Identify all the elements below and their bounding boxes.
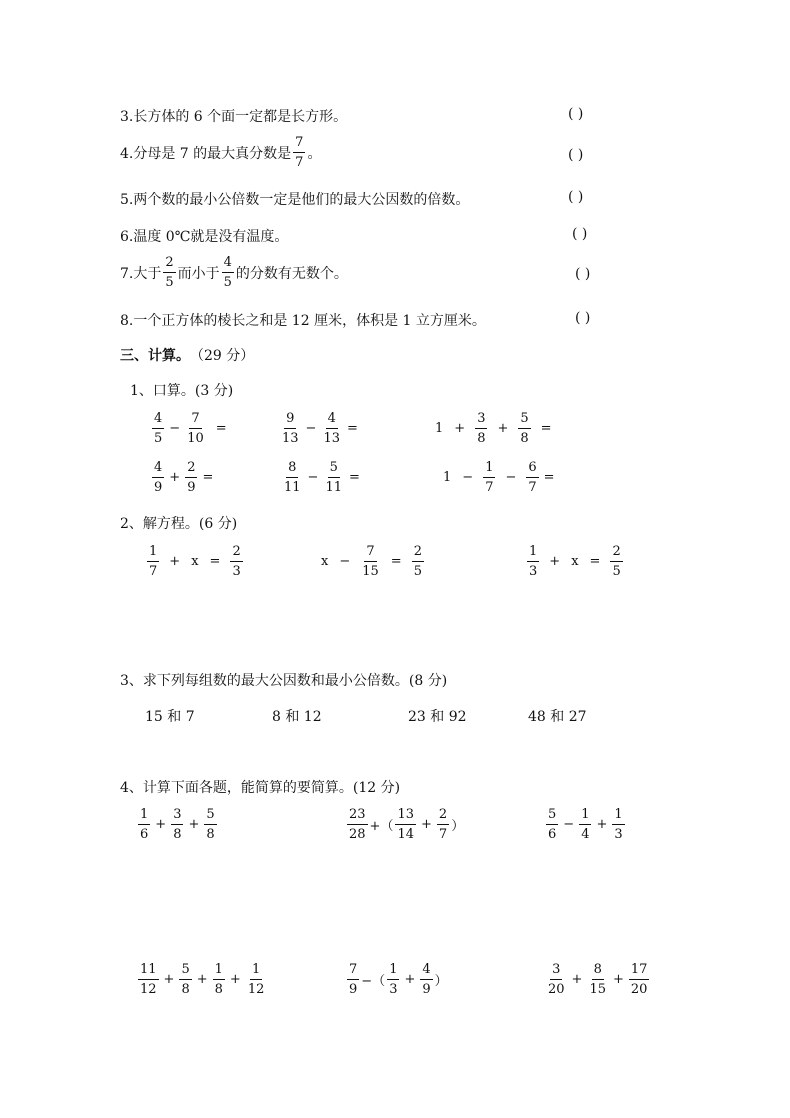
operator: + bbox=[169, 554, 181, 569]
judge-text: 而小于 bbox=[177, 265, 220, 282]
numerator: 17 bbox=[629, 963, 650, 980]
denominator: 8 bbox=[214, 982, 223, 997]
operator: − bbox=[563, 817, 575, 832]
equals-sign: = bbox=[347, 421, 358, 436]
variable: x bbox=[321, 554, 329, 569]
fraction bbox=[163, 256, 175, 289]
equals-sign: = bbox=[215, 421, 227, 436]
denominator: 13 bbox=[282, 431, 299, 446]
judge-item-7 bbox=[120, 256, 348, 289]
fraction bbox=[138, 808, 150, 841]
numerator: 1 bbox=[387, 963, 399, 980]
fraction bbox=[213, 963, 225, 996]
numerator: 2 bbox=[412, 545, 424, 562]
operator: + bbox=[613, 972, 624, 987]
section-score: （29 分） bbox=[190, 348, 255, 364]
denominator: 14 bbox=[397, 827, 414, 842]
fraction bbox=[347, 963, 359, 996]
fraction bbox=[518, 412, 530, 445]
fraction bbox=[629, 963, 650, 996]
numerator: 5 bbox=[518, 412, 530, 429]
denominator: 13 bbox=[323, 431, 340, 446]
equals-sign: = bbox=[390, 554, 402, 569]
denominator: 5 bbox=[154, 431, 163, 446]
operator: − bbox=[169, 421, 181, 436]
denominator: 15 bbox=[589, 982, 606, 997]
equals-sign: = bbox=[540, 421, 552, 436]
numerator: 5 bbox=[179, 963, 191, 980]
variable: x bbox=[571, 554, 579, 569]
number: 1 bbox=[443, 470, 452, 485]
denominator: 12 bbox=[247, 982, 265, 997]
denominator: 9 bbox=[422, 982, 431, 997]
fraction bbox=[527, 545, 539, 578]
fraction bbox=[222, 256, 234, 289]
numerator: 1 bbox=[147, 545, 159, 562]
denominator: 8 bbox=[520, 431, 529, 446]
expression-1e bbox=[280, 461, 363, 494]
fraction bbox=[152, 461, 164, 494]
denominator: 7 bbox=[528, 480, 537, 495]
operator: + bbox=[596, 817, 608, 832]
problem-4-6 bbox=[544, 963, 651, 996]
operator: − bbox=[462, 470, 474, 485]
denominator: 5 bbox=[413, 564, 422, 579]
numerator: 8 bbox=[286, 461, 298, 478]
problem-4-1 bbox=[136, 808, 219, 841]
numerator: 1 bbox=[138, 808, 150, 825]
q1-title: 1、口算。(3 分) bbox=[130, 383, 234, 399]
operator-paren: +（ bbox=[369, 819, 394, 834]
fraction bbox=[526, 461, 538, 494]
section-title bbox=[120, 345, 254, 365]
equals-sign: = bbox=[543, 470, 555, 485]
denominator: 11 bbox=[284, 480, 301, 495]
numerator: 3 bbox=[550, 963, 562, 980]
judge-text: 的分数有无数个。 bbox=[235, 265, 348, 282]
fraction bbox=[230, 545, 242, 578]
judge-text: 8.一个正方体的棱长之和是 12 厘米，体积是 1 立方厘米。 bbox=[120, 313, 486, 329]
numerator: 4 bbox=[326, 412, 338, 429]
numerator: 5 bbox=[328, 461, 340, 478]
answer-paren: ( ) bbox=[568, 189, 584, 205]
numerator: 23 bbox=[347, 808, 368, 825]
denominator: 7 bbox=[295, 155, 304, 170]
fraction bbox=[138, 963, 159, 996]
denominator: 5 bbox=[612, 564, 621, 579]
fraction bbox=[387, 963, 399, 996]
section-heading: 三、计算。 bbox=[120, 348, 190, 364]
numerator: 1 bbox=[213, 963, 225, 980]
equals-sign: = bbox=[202, 470, 214, 485]
fraction bbox=[323, 461, 344, 494]
fraction bbox=[152, 412, 164, 445]
q2-title: 2、解方程。(6 分) bbox=[120, 516, 238, 532]
judge-text: 5.两个数的最小公倍数一定是他们的最大公因数的倍数。 bbox=[120, 192, 470, 208]
numerator: 2 bbox=[163, 256, 175, 273]
denominator: 8 bbox=[477, 431, 486, 446]
numerator: 8 bbox=[592, 963, 604, 980]
judge-item-3 bbox=[120, 106, 347, 126]
number-pair: 48 和 27 bbox=[528, 709, 587, 725]
number-pair: 15 和 7 bbox=[145, 709, 195, 725]
denominator: 6 bbox=[140, 827, 149, 842]
q3-title: 3、求下列每组数的最大公因数和最小公倍数。(8 分) bbox=[120, 673, 448, 689]
fraction bbox=[610, 545, 622, 578]
numerator: 4 bbox=[152, 412, 164, 429]
close-paren: ） bbox=[434, 974, 448, 989]
numerator: 7 bbox=[347, 963, 359, 980]
denominator: 10 bbox=[187, 431, 204, 446]
numerator: 4 bbox=[222, 256, 234, 273]
denominator: 8 bbox=[206, 827, 215, 842]
answer-paren: ( ) bbox=[568, 106, 584, 122]
fraction bbox=[612, 808, 624, 841]
fraction bbox=[147, 545, 159, 578]
fraction bbox=[546, 808, 558, 841]
fraction bbox=[204, 808, 216, 841]
denominator: 9 bbox=[154, 480, 163, 495]
numerator: 2 bbox=[185, 461, 197, 478]
q4-title: 4、计算下面各题，能简算的要简算。(12 分) bbox=[120, 780, 401, 796]
fraction bbox=[282, 461, 303, 494]
judge-item-6 bbox=[120, 226, 288, 246]
numerator: 5 bbox=[546, 808, 558, 825]
expression-1a bbox=[150, 412, 235, 445]
numerator: 1 bbox=[527, 545, 539, 562]
equals-sign: = bbox=[349, 470, 360, 485]
answer-paren: ( ) bbox=[572, 226, 588, 242]
operator: + bbox=[454, 421, 466, 436]
number-pair: 8 和 12 bbox=[272, 709, 322, 725]
numerator: 1 bbox=[579, 808, 591, 825]
denominator: 7 bbox=[485, 480, 494, 495]
judge-text: 4.分母是 7 的最大真分数是 bbox=[120, 145, 292, 162]
denominator: 5 bbox=[165, 275, 174, 290]
denominator: 3 bbox=[614, 827, 623, 842]
fraction bbox=[475, 412, 487, 445]
denominator: 7 bbox=[149, 564, 158, 579]
denominator: 5 bbox=[223, 275, 232, 290]
denominator: 11 bbox=[325, 480, 342, 495]
operator: + bbox=[229, 972, 241, 987]
operator: − bbox=[305, 421, 317, 436]
expression-1d bbox=[150, 461, 216, 494]
numerator: 6 bbox=[526, 461, 538, 478]
equals-sign: = bbox=[589, 554, 601, 569]
equation-3 bbox=[525, 545, 625, 578]
fraction bbox=[360, 545, 381, 578]
fraction bbox=[579, 808, 591, 841]
numerator: 2 bbox=[230, 545, 242, 562]
numerator: 13 bbox=[395, 808, 416, 825]
numerator: 5 bbox=[204, 808, 216, 825]
numerator: 7 bbox=[364, 545, 376, 562]
numerator: 1 bbox=[483, 461, 495, 478]
numerator: 4 bbox=[420, 963, 432, 980]
fraction bbox=[420, 963, 432, 996]
judge-item-4 bbox=[120, 136, 321, 169]
fraction bbox=[171, 808, 183, 841]
denominator: 3 bbox=[529, 564, 538, 579]
expression-1c bbox=[432, 412, 560, 445]
denominator: 9 bbox=[187, 480, 196, 495]
denominator: 9 bbox=[349, 982, 358, 997]
operator: + bbox=[404, 972, 416, 987]
denominator: 3 bbox=[389, 982, 398, 997]
equation-2 bbox=[318, 545, 426, 578]
fraction bbox=[179, 963, 191, 996]
operator: − bbox=[505, 470, 517, 485]
close-paren: ） bbox=[451, 819, 465, 834]
numerator: 9 bbox=[284, 412, 296, 429]
denominator: 12 bbox=[140, 982, 157, 997]
expression-1b bbox=[278, 412, 361, 445]
numerator: 2 bbox=[610, 545, 622, 562]
judge-text: 3.长方体的 6 个面一定都是长方形。 bbox=[120, 109, 348, 125]
variable: x bbox=[191, 554, 199, 569]
numerator: 7 bbox=[293, 136, 305, 153]
numerator: 3 bbox=[171, 808, 183, 825]
numerator: 1 bbox=[612, 808, 624, 825]
denominator: 7 bbox=[438, 827, 448, 842]
numerator: 11 bbox=[138, 963, 159, 980]
operator: + bbox=[497, 421, 509, 436]
operator: − bbox=[307, 470, 319, 485]
fraction bbox=[280, 412, 301, 445]
number-pair: 23 和 92 bbox=[408, 709, 467, 725]
operator: + bbox=[188, 817, 200, 832]
operator: + bbox=[155, 817, 167, 832]
number: 1 bbox=[435, 421, 444, 436]
denominator: 20 bbox=[630, 982, 648, 997]
denominator: 3 bbox=[232, 564, 241, 579]
operator-paren: −（ bbox=[361, 974, 386, 989]
operator: + bbox=[571, 972, 583, 987]
operator: + bbox=[549, 554, 561, 569]
expression-1f bbox=[440, 461, 558, 494]
equation-1 bbox=[145, 545, 245, 578]
denominator: 28 bbox=[349, 827, 366, 842]
denominator: 8 bbox=[173, 827, 182, 842]
answer-paren: ( ) bbox=[568, 147, 584, 163]
fraction bbox=[546, 963, 567, 996]
fraction bbox=[437, 808, 449, 841]
operator: + bbox=[163, 972, 175, 987]
fraction bbox=[347, 808, 368, 841]
fraction bbox=[412, 545, 424, 578]
fraction bbox=[185, 412, 206, 445]
fraction bbox=[185, 461, 197, 494]
problem-4-2 bbox=[345, 808, 464, 841]
operator: + bbox=[196, 972, 208, 987]
denominator: 4 bbox=[581, 827, 590, 842]
fraction bbox=[293, 136, 305, 169]
equals-sign: = bbox=[209, 554, 221, 569]
fraction bbox=[483, 461, 495, 494]
operator: − bbox=[339, 554, 351, 569]
judge-text: 7.大于 bbox=[120, 265, 162, 282]
judge-text: 6.温度 0℃就是没有温度。 bbox=[120, 229, 289, 245]
numerator: 4 bbox=[152, 461, 164, 478]
operator: + bbox=[421, 817, 432, 832]
fraction bbox=[246, 963, 267, 996]
fraction bbox=[321, 412, 342, 445]
judge-item-8 bbox=[120, 310, 486, 330]
judge-item-5 bbox=[120, 189, 469, 209]
denominator: 20 bbox=[548, 982, 565, 997]
problem-4-4 bbox=[136, 963, 268, 996]
denominator: 6 bbox=[548, 827, 557, 842]
numerator: 7 bbox=[189, 412, 201, 429]
judge-text: 。 bbox=[307, 145, 322, 162]
answer-paren: ( ) bbox=[575, 310, 591, 326]
denominator: 8 bbox=[181, 982, 190, 997]
answer-paren: ( ) bbox=[575, 266, 591, 282]
denominator: 15 bbox=[362, 564, 379, 579]
numerator: 3 bbox=[475, 412, 487, 429]
operator: + bbox=[169, 470, 181, 485]
numerator: 1 bbox=[250, 963, 262, 980]
fraction bbox=[587, 963, 608, 996]
fraction bbox=[395, 808, 416, 841]
problem-4-3 bbox=[544, 808, 627, 841]
numerator: 2 bbox=[437, 808, 449, 825]
problem-4-5 bbox=[345, 963, 448, 996]
